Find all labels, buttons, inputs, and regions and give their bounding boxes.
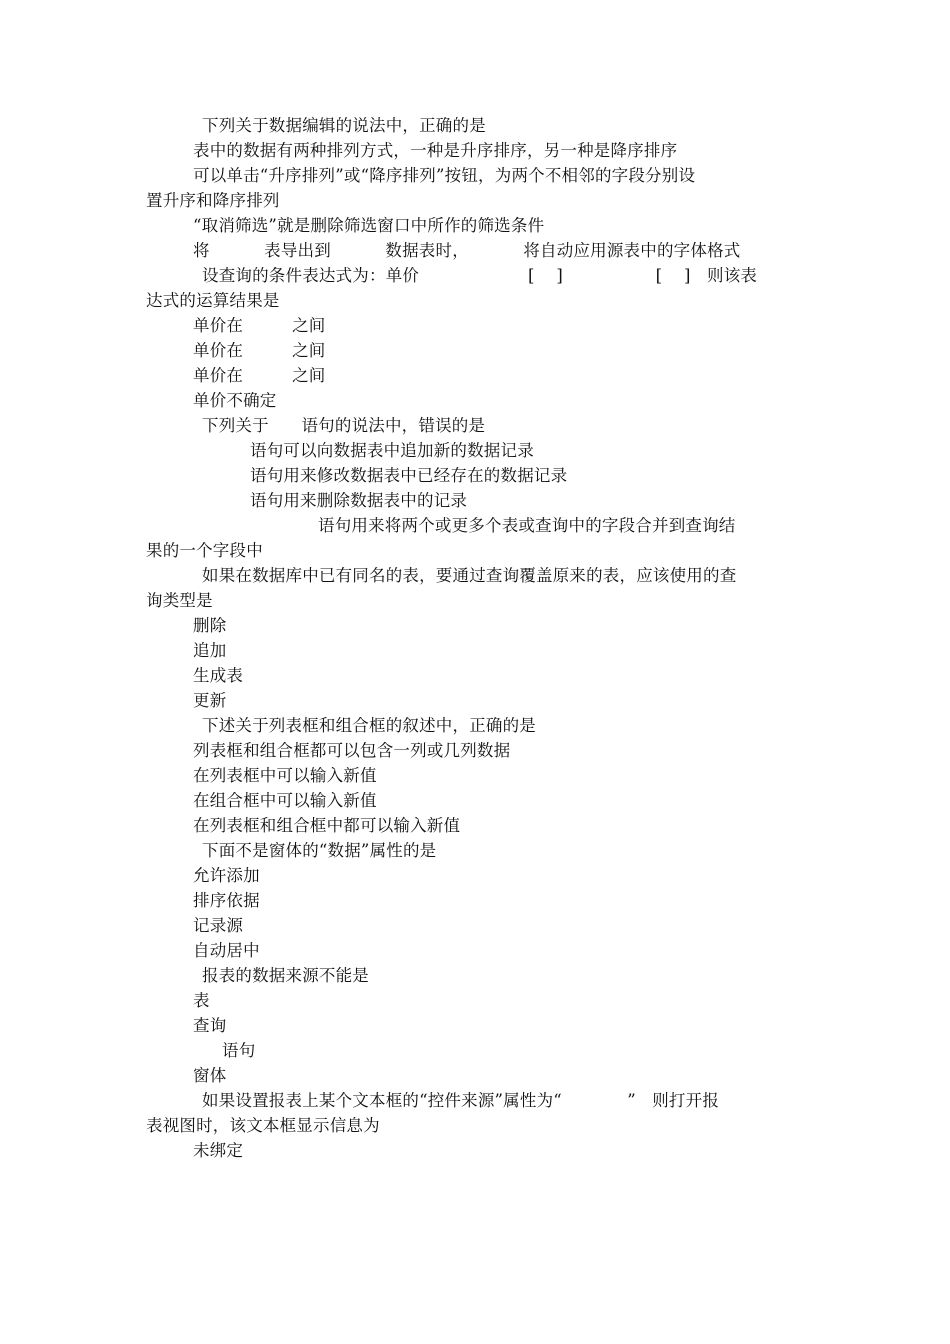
option-line: 删除 xyxy=(193,616,227,635)
continuation-line: 表视图时，该文本框显示信息为 xyxy=(146,1116,380,1135)
option-line: 可以单击“升序排列”或“降序排列”按钮，为两个不相邻的字段分别设 xyxy=(193,166,696,185)
question-line: 如果设置报表上某个文本框的“控件来源”属性为“ ” 则打开报 xyxy=(202,1091,720,1110)
continuation-line: 果的一个字段中 xyxy=(146,541,263,560)
question-line: 设查询的条件表达式为：单价 [ ] [ ] 则该表 xyxy=(202,266,758,285)
option-line: 追加 xyxy=(193,641,227,660)
option-line: 未绑定 xyxy=(193,1141,244,1160)
option-line: 在组合框中可以输入新值 xyxy=(193,791,377,810)
option-line: 在列表框和组合框中都可以输入新值 xyxy=(193,816,461,835)
option-line: 语句 xyxy=(222,1041,256,1060)
option-line: 单价不确定 xyxy=(193,391,277,410)
option-line: 更新 xyxy=(193,691,227,710)
question-line: 下述关于列表框和组合框的叙述中，正确的是 xyxy=(202,716,536,735)
question-line: 下面不是窗体的“数据”属性的是 xyxy=(202,841,437,860)
continuation-line: 置升序和降序排列 xyxy=(146,191,280,210)
option-line: 表中的数据有两种排列方式，一种是升序排序，另一种是降序排序 xyxy=(193,141,678,160)
option-line: “取消筛选”就是删除筛选窗口中所作的筛选条件 xyxy=(193,216,545,235)
question-line: 如果在数据库中已有同名的表，要通过查询覆盖原来的表，应该使用的查 xyxy=(202,566,737,585)
option-line: 窗体 xyxy=(193,1066,227,1085)
option-line: 单价在 之间 xyxy=(193,366,326,385)
option-line: 记录源 xyxy=(193,916,244,935)
option-line: 语句用来删除数据表中的记录 xyxy=(250,491,468,510)
option-line: 语句用来将两个或更多个表或查询中的字段合并到查询结 xyxy=(318,516,736,535)
continuation-line: 询类型是 xyxy=(146,591,213,610)
option-line: 语句可以向数据表中追加新的数据记录 xyxy=(250,441,534,460)
question-line: 报表的数据来源不能是 xyxy=(202,966,369,985)
option-line: 单价在 之间 xyxy=(193,316,326,335)
option-line: 生成表 xyxy=(193,666,244,685)
option-line: 查询 xyxy=(193,1016,227,1035)
question-line: 下列关于数据编辑的说法中，正确的是 xyxy=(202,116,486,135)
option-line: 在列表框中可以输入新值 xyxy=(193,766,377,785)
option-line: 列表框和组合框都可以包含一列或几列数据 xyxy=(193,741,511,760)
option-line: 允许添加 xyxy=(193,866,260,885)
continuation-line: 达式的运算结果是 xyxy=(146,291,280,310)
option-line: 自动居中 xyxy=(193,941,260,960)
option-line: 表 xyxy=(193,991,210,1010)
option-line: 排序依据 xyxy=(193,891,260,910)
option-line: 将 表导出到 数据表时， 将自动应用源表中的字体格式 xyxy=(193,241,741,260)
option-line: 单价在 之间 xyxy=(193,341,326,360)
option-line: 语句用来修改数据表中已经存在的数据记录 xyxy=(250,466,568,485)
question-line: 下列关于 语句的说法中，错误的是 xyxy=(202,416,486,435)
